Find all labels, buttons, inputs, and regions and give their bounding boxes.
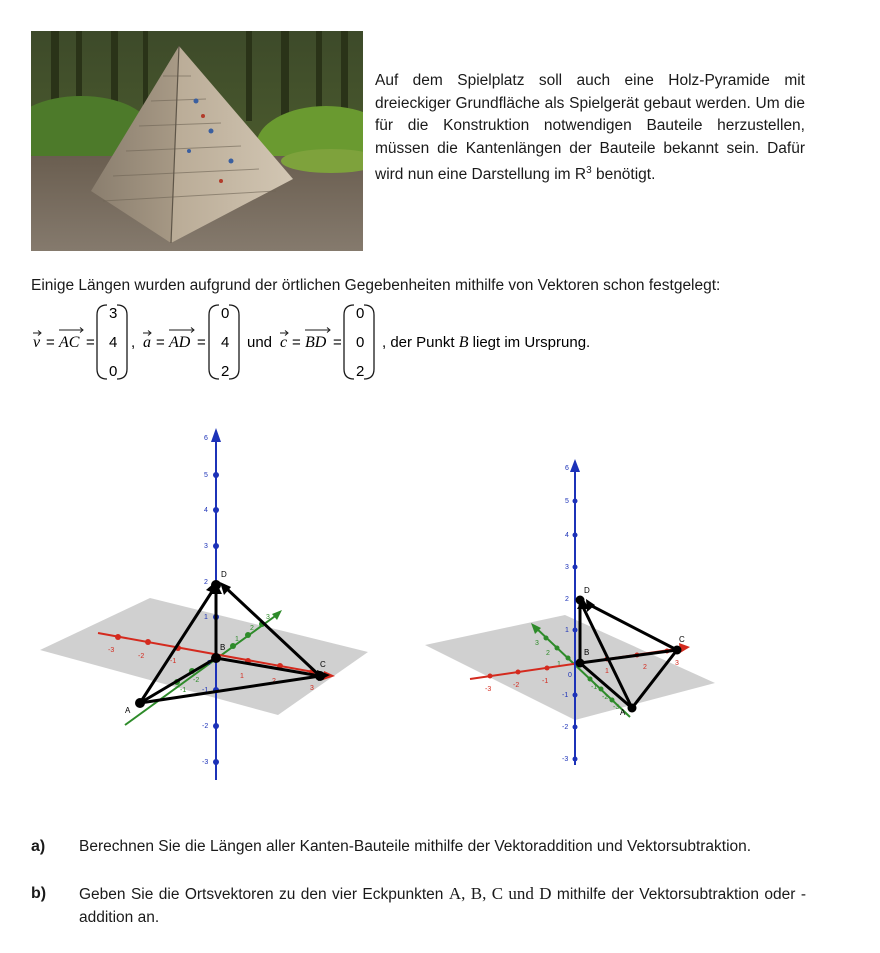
point-d-label: D [584,586,590,595]
z-axis-arrow-icon [570,459,580,472]
point-b-marker [576,659,585,668]
vector-component: 3 [109,305,118,322]
left-paren-icon [344,305,354,379]
task-a-text: Berechnen Sie die Längen aller Kanten-Bauteile mithilfe der Vektoraddition und Vektorsubtraktion. [79,838,752,855]
z-tick-label: 2 [565,596,569,603]
vector-component: 0 [356,305,365,322]
z-tick-label: -2 [562,724,569,731]
y-tick-label: -1 [591,684,598,691]
task-b-points-1: A, [448,884,466,903]
arrowhead-icon [586,599,595,612]
vector-component: 0 [109,363,118,380]
pyramid-diagram-1 [30,420,370,785]
vector-ad-symbol: AD [169,334,191,351]
point-b-label: B [220,643,226,652]
x-tick-label: 1 [605,668,609,675]
point-b-symbol: B [458,334,469,351]
origin-label: 0 [568,672,572,679]
z-tick-label: 3 [204,543,208,550]
suffix-part-2: liegt im Ursprung. [468,334,591,351]
lead-sentence: Einige Längen wurden aufgrund der örtlichen Gegebenheiten mithilfe von Vektoren schon festgelegt: [31,277,721,294]
vector-arrow-icon [59,328,83,333]
equals-sign: = [197,334,206,351]
z-tick-label: 3 [565,564,569,571]
point-c-label: C [679,635,685,644]
xy-plane [425,615,715,720]
z-tick-label: -3 [562,756,569,763]
intro-text: Auf dem Spielplatz soll auch eine Holz-Pyramide mit dreieckiger Grundfläche als Spielgerät gebaut werden. Um die für die Konstruktion notwendigen Bauteile herzustellen, müssen die Kantenlängen der Bauteile bekannt sein. Dafür wird nun eine Darstellung im R [375,72,805,184]
equals-sign: = [46,334,55,351]
point-d-label: D [221,570,227,579]
left-paren-icon [209,305,219,379]
task-a [31,836,806,859]
z-tick-label: -1 [202,687,209,694]
formula-suffix [382,334,590,351]
vector-component: 0 [356,334,365,351]
vector-ac-symbol: AC [59,334,80,351]
equals-sign: = [333,334,342,351]
vector-bd-symbol: BD [305,334,327,351]
y-tick-label: 1 [235,636,239,643]
x-tick-label: 3 [310,685,314,692]
vector-c-definition [280,305,374,380]
task-a-label: a) [31,838,46,855]
x-tick-label: 2 [643,664,647,671]
z-tick-label: -1 [562,692,569,699]
intro-paragraph [375,70,805,187]
y-tick-label: 2 [546,650,550,657]
z-tick-label: -2 [202,723,209,730]
und-word: und [247,334,273,351]
x-tick-label: 3 [675,660,679,667]
y-tick-label: -3 [613,704,620,711]
x-tick-label: -1 [170,658,177,665]
x-tick-label: 2 [272,678,276,685]
vector-a-symbol: a [143,334,151,351]
point-b-label: B [584,648,590,657]
y-tick-label: -2 [602,694,609,701]
point-a-label: A [620,708,626,717]
vector-arrow-icon [305,328,330,333]
equals-sign: = [156,334,165,351]
z-tick-label: 2 [204,579,208,586]
point-c-label: C [320,660,326,669]
vector-c-symbol: c [280,334,288,351]
intro-text-end: benötigt. [591,166,656,184]
x-tick-label: -2 [513,682,520,689]
z-tick-label: 1 [204,614,208,621]
comma: , [131,334,136,351]
x-tick-label: -3 [485,686,492,693]
x-tick-label: -2 [138,653,145,660]
equals-sign: = [292,334,301,351]
vector-v-symbol: v [33,334,41,351]
point-d-marker [211,580,221,590]
origin-label: 0 [207,660,211,667]
suffix-part-1: , der Punkt [382,334,459,351]
y-tick-label: 3 [266,614,270,621]
vector-formula [31,301,831,383]
z-tick-label: 4 [565,532,569,539]
z-tick-label: 5 [565,498,569,505]
z-axis-arrow-icon [211,428,221,442]
vector-component: 4 [109,334,118,351]
right-paren-icon [117,305,127,379]
y-tick-label: -2 [193,677,200,684]
task-b-text-part-2: mithilfe der Vektorsubtraktion oder -addition an. [79,886,806,926]
right-paren-icon [364,305,374,379]
pyramid-diagram-2 [425,455,720,800]
y-tick-label: -1 [180,687,187,694]
task-b-text-part-1: Geben Sie die Ortsvektoren zu den vier Eckpunkten [79,886,449,903]
vector-v-definition [33,305,135,380]
y-tick-label: 1 [557,661,561,668]
point-a-marker [628,704,637,713]
vector-a-definition [143,305,239,380]
vector-component: 4 [221,334,230,351]
right-paren-icon [229,305,239,379]
vector-arrow-icon [169,328,194,333]
z-tick-label: 4 [204,507,208,514]
pyramid-photo [31,31,363,251]
task-b [31,883,806,929]
z-tick-label: 1 [565,627,569,634]
point-c-marker [315,671,325,681]
point-b-marker [211,653,221,663]
y-tick-label: 2 [250,625,254,632]
task-b-label: b) [31,885,47,902]
vector-component: 2 [221,363,230,380]
x-tick-label: 1 [240,673,244,680]
vector-component: 2 [356,363,365,380]
z-tick-label: -3 [202,759,209,766]
z-tick-label: 6 [204,435,208,442]
y-tick-label: 3 [535,640,539,647]
vector-component: 0 [221,305,230,322]
task-b-points-2: B, C und D [470,884,552,903]
x-tick-label: -1 [542,678,549,685]
intro-superscript: 3 [586,165,592,176]
z-tick-label: 5 [204,472,208,479]
point-a-marker [135,698,145,708]
point-d-marker [576,596,585,605]
point-c-marker [673,646,682,655]
task-b-text [79,883,806,929]
x-tick-label: -3 [108,647,115,654]
point-a-label: A [125,706,131,715]
z-tick-label: 6 [565,465,569,472]
left-paren-icon [97,305,107,379]
equals-sign: = [86,334,95,351]
